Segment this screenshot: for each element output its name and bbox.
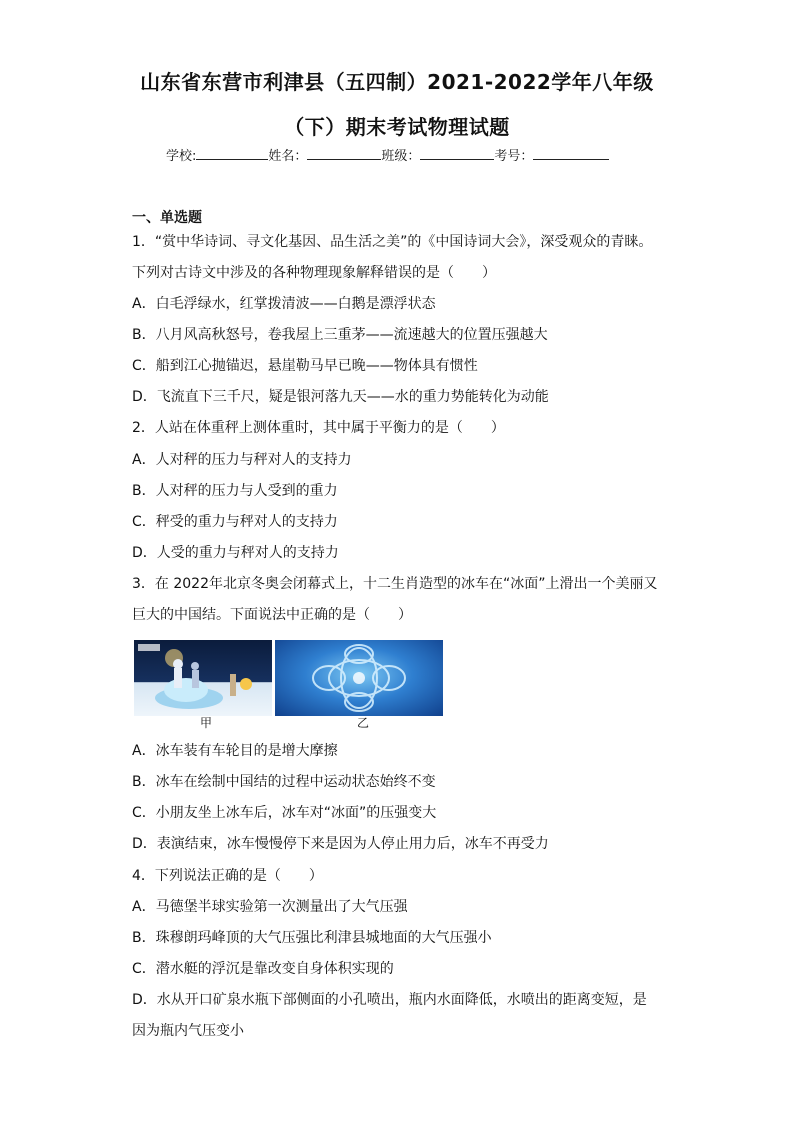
q2-option-c: C．秤受的重力与秤对人的支持力	[132, 514, 338, 530]
q2-stem: 2．人站在体重秤上测体重时，其中属于平衡力的是（ ）	[132, 420, 505, 436]
q1-option-a: A．白毛浮绿水，红掌拨清波——白鹅是漂浮状态	[132, 296, 436, 312]
q3-option-b: B．冰车在绘制中国结的过程中运动状态始终不变	[132, 774, 436, 790]
school-label: 学校:	[166, 149, 197, 164]
exam-title-line1: 山东省东营市利津县（五四制）2021-2022学年八年级	[140, 70, 654, 94]
q4-stem: 4．下列说法正确的是（ ）	[132, 868, 323, 884]
class-blank[interactable]	[420, 147, 494, 160]
q3-option-d: D．表演结束，冰车慢慢停下来是因为人停止用力后，冰车不再受力	[132, 836, 549, 852]
q3-stem-line1: 3．在 2022年北京冬奥会闭幕式上，十二生肖造型的冰车在“冰面”上滑出一个美丽又	[132, 576, 658, 592]
figure-label-jia: 甲	[200, 716, 213, 730]
name-label: 姓名：	[268, 149, 308, 164]
q3-option-c: C．小朋友坐上冰车后，冰车对“冰面”的压强变大	[132, 805, 437, 821]
number-blank[interactable]	[533, 147, 609, 160]
ice-car-photo	[134, 640, 272, 716]
q3-option-a: A．冰车装有车轮目的是增大摩擦	[132, 743, 338, 759]
q4-option-a: A．马德堡半球实验第一次测量出了大气压强	[132, 899, 408, 915]
q1-stem-line2: 下列对古诗文中涉及的各种物理现象解释错误的是（ ）	[132, 265, 496, 281]
name-blank[interactable]	[307, 147, 381, 160]
chinese-knot-illustration	[275, 640, 443, 716]
q1-option-b: B．八月风高秋怒号，卷我屋上三重茅——流速越大的位置压强越大	[132, 327, 548, 343]
q4-option-d-line2: 因为瓶内气压变小	[132, 1023, 244, 1039]
q1-option-c: C．船到江心抛锚迟，悬崖勒马早已晚——物体具有惯性	[132, 358, 478, 374]
q4-option-b: B．珠穆朗玛峰顶的大气压强比利津县城地面的大气压强小	[132, 930, 492, 946]
q1-option-d: D．飞流直下三千尺，疑是银河落九天——水的重力势能转化为动能	[132, 389, 549, 405]
student-info-row	[166, 145, 609, 164]
figure-label-yi: 乙	[357, 716, 370, 730]
exam-title-line2: （下）期末考试物理试题	[284, 115, 510, 139]
q2-option-b: B．人对秤的压力与人受到的重力	[132, 483, 338, 499]
q4-option-c: C．潜水艇的浮沉是靠改变自身体积实现的	[132, 961, 394, 977]
q2-option-d: D．人受的重力与秤对人的支持力	[132, 545, 339, 561]
class-label: 班级：	[381, 149, 421, 164]
school-blank[interactable]	[196, 147, 268, 160]
number-label: 考号：	[494, 149, 534, 164]
section-heading: 一、单选题	[132, 210, 202, 226]
ice-car-illustration	[134, 640, 272, 716]
q2-option-a: A．人对秤的压力与秤对人的支持力	[132, 452, 352, 468]
q3-stem-line2: 巨大的中国结。下面说法中正确的是（ ）	[132, 607, 412, 623]
q1-stem-line1: 1．“赏中华诗词、寻文化基因、品生活之美”的《中国诗词大会》，深受观众的青睐。	[132, 234, 653, 250]
q4-option-d-line1: D．水从开口矿泉水瓶下部侧面的小孔喷出，瓶内水面降低，水喷出的距离变短，是	[132, 992, 647, 1008]
chinese-knot-photo	[275, 640, 443, 716]
